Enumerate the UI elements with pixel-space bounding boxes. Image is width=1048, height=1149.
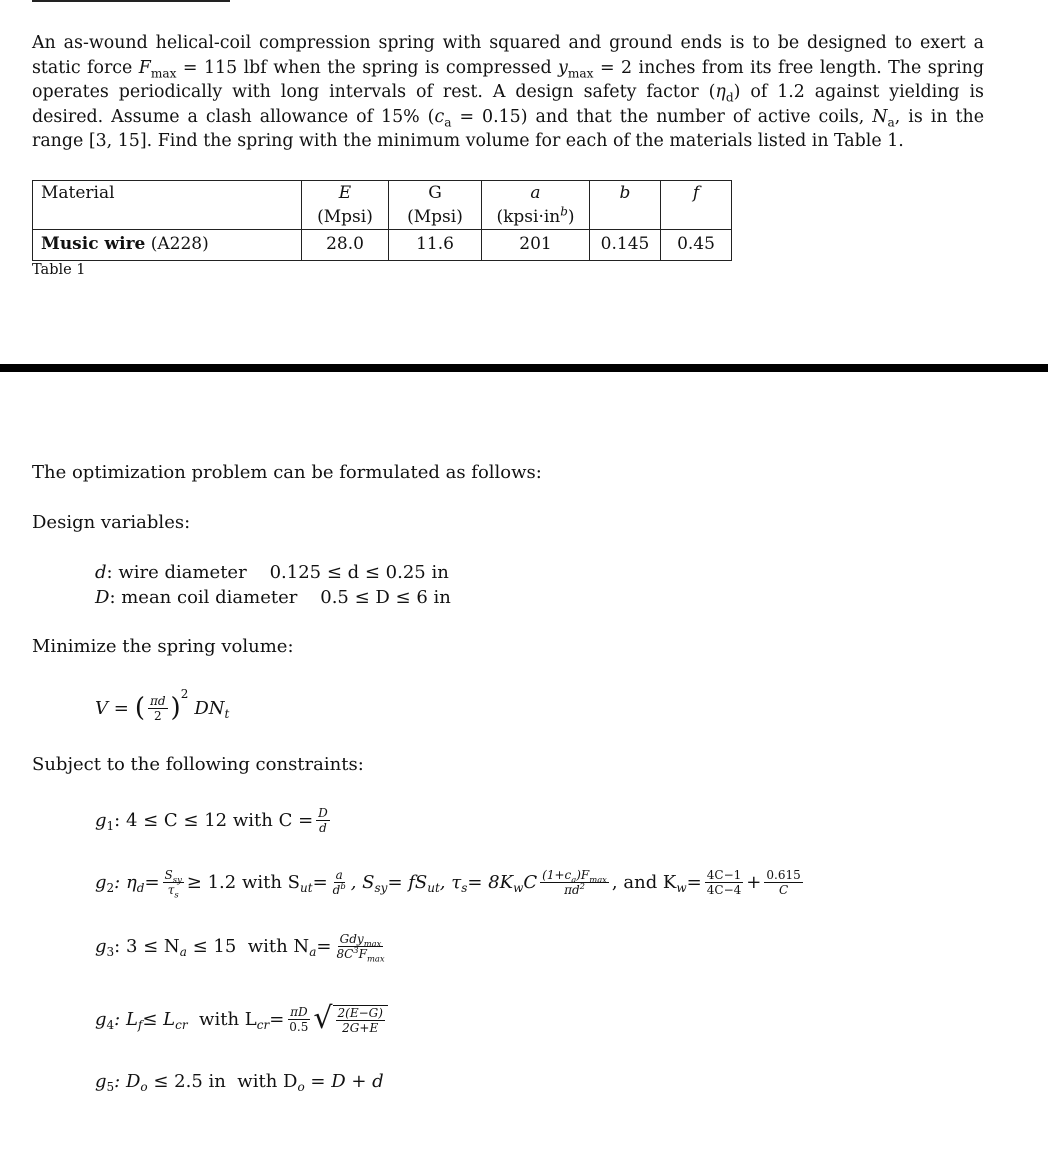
top-rule xyxy=(32,0,230,2)
constraint-g4: g $_4$ : L $_f$ ≤ L $_{cr}$ with L $_{cr}$ = $\frac{\pi D}{0.5}$ √ $\frac{2(E-G)}{2G+E}$ xyxy=(95,994,388,1044)
constraint-g1: g $_1$ : 4 ≤ C ≤ 12 with C = $\frac{D}{d}$ xyxy=(95,805,328,835)
constraint-g2: g $_2$ : η $_d$ = $\frac{S_{sy}}{\tau_s}$ ≥ 1.2 with S $_{ut}$ = $\frac{a}{d^b}$ , S $_{sy}$ = fS $_{ut}$ , τ $_s$ = 8K $_w$ C $\frac{(1+c_a)F_{max}}{\pi d^2}$ , and K $_w$ = $\frac{4C-1}{4C-4}$ + $\frac{0.615}{C}$ xyxy=(95,867,801,899)
table-caption: Table 1 xyxy=(32,262,86,278)
header-a: a $(kpsi\cdot in^b)$ xyxy=(482,181,590,230)
cell-f: 0.45 xyxy=(661,230,732,261)
formulation-intro: The optimization problem can be formulated as follows: xyxy=(32,462,542,483)
var-D: D: mean coil diameter 0.5 ≤ D ≤ 6 in xyxy=(95,587,451,608)
section-divider xyxy=(0,364,1048,372)
subject-heading: Subject to the following constraints: xyxy=(32,754,364,775)
cell-E: 28.0 xyxy=(302,230,389,261)
cell-material: Music wire (A228) xyxy=(33,230,302,261)
constraint-g5: g $_5$ : D $_o$ ≤ 2.5 in with D $_o$ = D + d xyxy=(95,1070,384,1094)
minimize-heading: Minimize the spring volume: xyxy=(32,636,294,657)
cell-b: 0.145 xyxy=(590,230,661,261)
cell-a: 201 xyxy=(482,230,590,261)
cell-G: 11.6 xyxy=(389,230,482,261)
volume-equation: V = ( $\frac{\pi d}{2}$ ) $^2$ DN $_t$ xyxy=(95,687,230,723)
constraint-g3: g $_3$ : 3 ≤ N $_a$ ≤ 15 with N $_a$ = $\frac{Gdy_{max}}{8C^3F_{max}}$ xyxy=(95,931,385,963)
design-variables-heading: Design variables: xyxy=(32,512,191,533)
header-G: G (Mpsi) xyxy=(389,181,482,230)
problem-statement: An as-wound helical-coil compression spring with squared and ground ends is to be designed to exert a static force $F_{max} = 115$ lbf when the spring is compressed $y_{max} = 2$ inches from its free length. The spring operates periodically with long intervals of rest. A design safety factor $(\eta_d)$ of 1.2 against yielding is desired. Assume a clash allowance of 15% $(c_a = 0.15)$ and that the number of active coils, $N_a$, is in the range [3, 15]. Find the spring with the minimum volume for each of the materials listed in Table 1. xyxy=(32,33,984,152)
table-row xyxy=(33,230,732,261)
table-header-row xyxy=(33,181,732,230)
material-table xyxy=(32,180,732,261)
header-E: E (Mpsi) xyxy=(302,181,389,230)
header-f: f xyxy=(661,181,732,230)
header-b: b xyxy=(590,181,661,230)
var-d: d: wire diameter 0.125 ≤ d ≤ 0.25 in xyxy=(95,562,449,583)
header-material: Material xyxy=(33,181,302,230)
